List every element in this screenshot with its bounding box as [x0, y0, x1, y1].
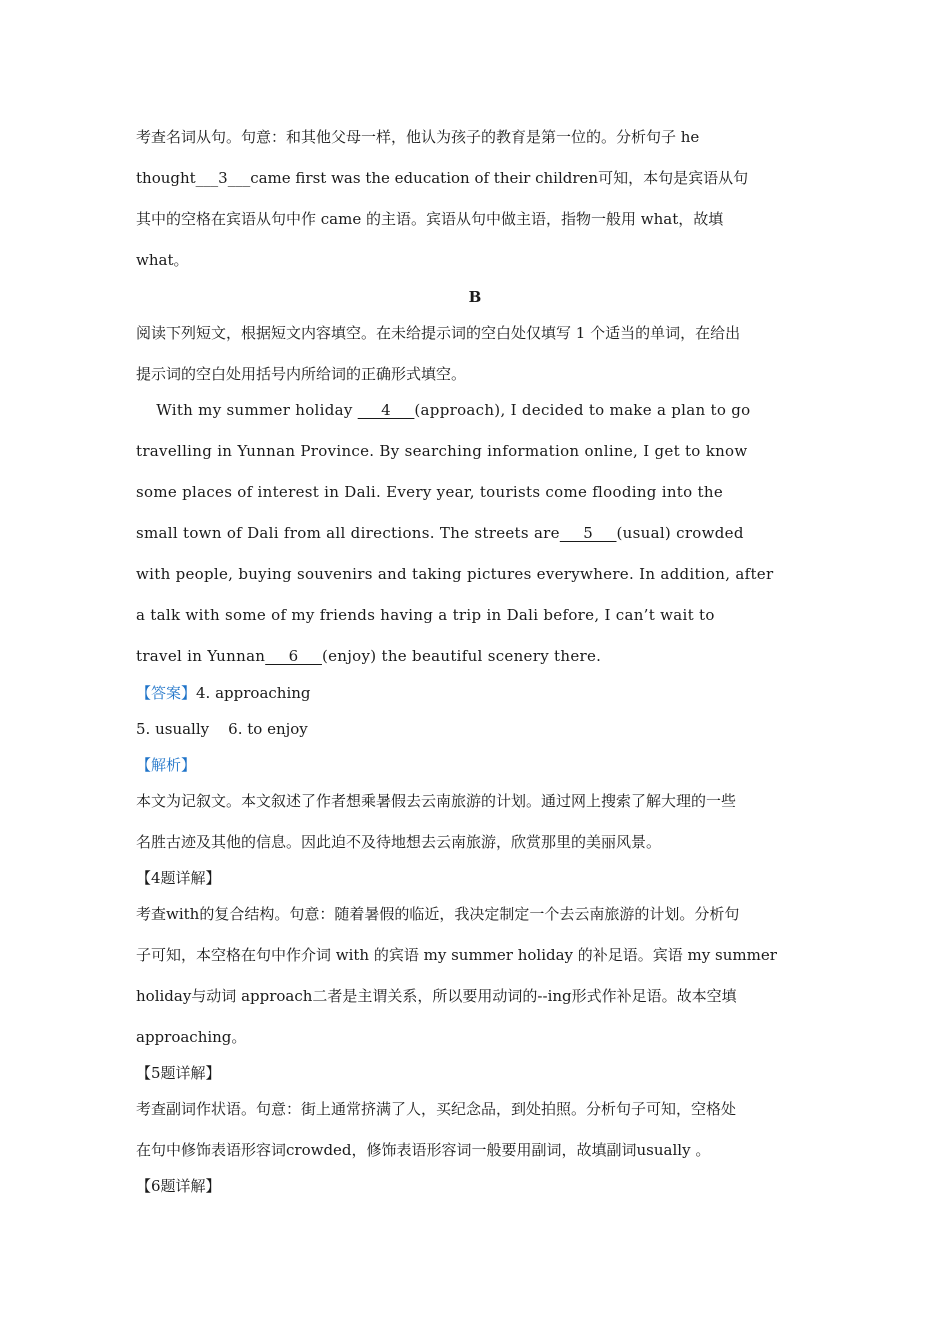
- q4-line: approaching。: [136, 1028, 247, 1046]
- prev-explanation-line: thought___3___came first was the education of their children可知，本句是宾语从句: [136, 169, 749, 187]
- passage-line: small town of Dali from all directions. The streets are___5___(usual) crowded: [136, 524, 744, 542]
- q4-line: 考查with的复合结构。句意：随着暑假的临近，我决定制定一个去云南旅游的计划。分析句: [136, 905, 740, 923]
- answer-line: 5. usually 6. to enjoy: [136, 720, 308, 738]
- q4-line: 子可知，本空格在句中作介词 with 的宾语 my summer holiday 的补足语。宾语 my summer: [136, 946, 777, 964]
- passage-line: with people, buying souvenirs and taking pictures everywhere. In addition, after: [136, 565, 774, 583]
- q4-line: holiday与动词 approach二者是主谓关系，所以要用动词的--ing形式作补足语。故本空填: [136, 987, 737, 1005]
- blank-5: ___5___: [559, 524, 617, 542]
- q5-heading: 【5题详解】: [136, 1064, 221, 1082]
- prev-explanation-line: 其中的空格在宾语从句中作 came 的主语。宾语从句中做主语，指物一般用 what，故填: [136, 210, 724, 228]
- passage-line: travel in Yunnan___6___(enjoy) the beautiful scenery there.: [136, 647, 602, 665]
- blank-4: ___4___: [357, 401, 415, 419]
- analysis-tag: 【解析】: [136, 756, 197, 774]
- passage-line: With my summer holiday ___4___(approach), I decided to make a plan to go: [136, 401, 751, 419]
- passage-line: a talk with some of my friends having a trip in Dali before, I can’t wait to: [136, 606, 715, 624]
- q5-line: 考查副词作状语。句意：街上通常挤满了人，买纪念品，到处拍照。分析句子可知，空格处: [136, 1100, 737, 1118]
- instruction-line: 阅读下列短文，根据短文内容填空。在未给提示词的空白处仅填写 1 个适当的单词，在给出: [136, 324, 741, 342]
- answer-line: 【答案】4. approaching: [136, 684, 311, 702]
- q5-line: 在句中修饰表语形容词crowded，修饰表语形容词一般要用副词，故填副词usually 。: [136, 1141, 711, 1159]
- analysis-line: 本文为记叙文。本文叙述了作者想乘暑假去云南旅游的计划。通过网上搜索了解大理的一些: [136, 792, 737, 810]
- instruction-line: 提示词的空白处用括号内所给词的正确形式填空。: [136, 365, 467, 383]
- q6-heading: 【6题详解】: [136, 1177, 221, 1195]
- prev-explanation-line: what。: [136, 251, 189, 269]
- analysis-line: 名胜古迹及其他的信息。因此迫不及待地想去云南旅游，欣赏那里的美丽风景。: [136, 833, 662, 851]
- q4-heading: 【4题详解】: [136, 869, 221, 887]
- section-heading: B: [468, 288, 482, 306]
- passage-line: travelling in Yunnan Province. By searching information online, I get to know: [136, 442, 748, 460]
- blank-6: ___6___: [265, 647, 322, 665]
- prev-explanation-line: 考查名词从句。句意：和其他父母一样，他认为孩子的教育是第一位的。分析句子 he: [136, 128, 700, 146]
- passage-line: some places of interest in Dali. Every year, tourists come flooding into the: [136, 483, 723, 501]
- answer-tag: 【答案】: [136, 684, 197, 702]
